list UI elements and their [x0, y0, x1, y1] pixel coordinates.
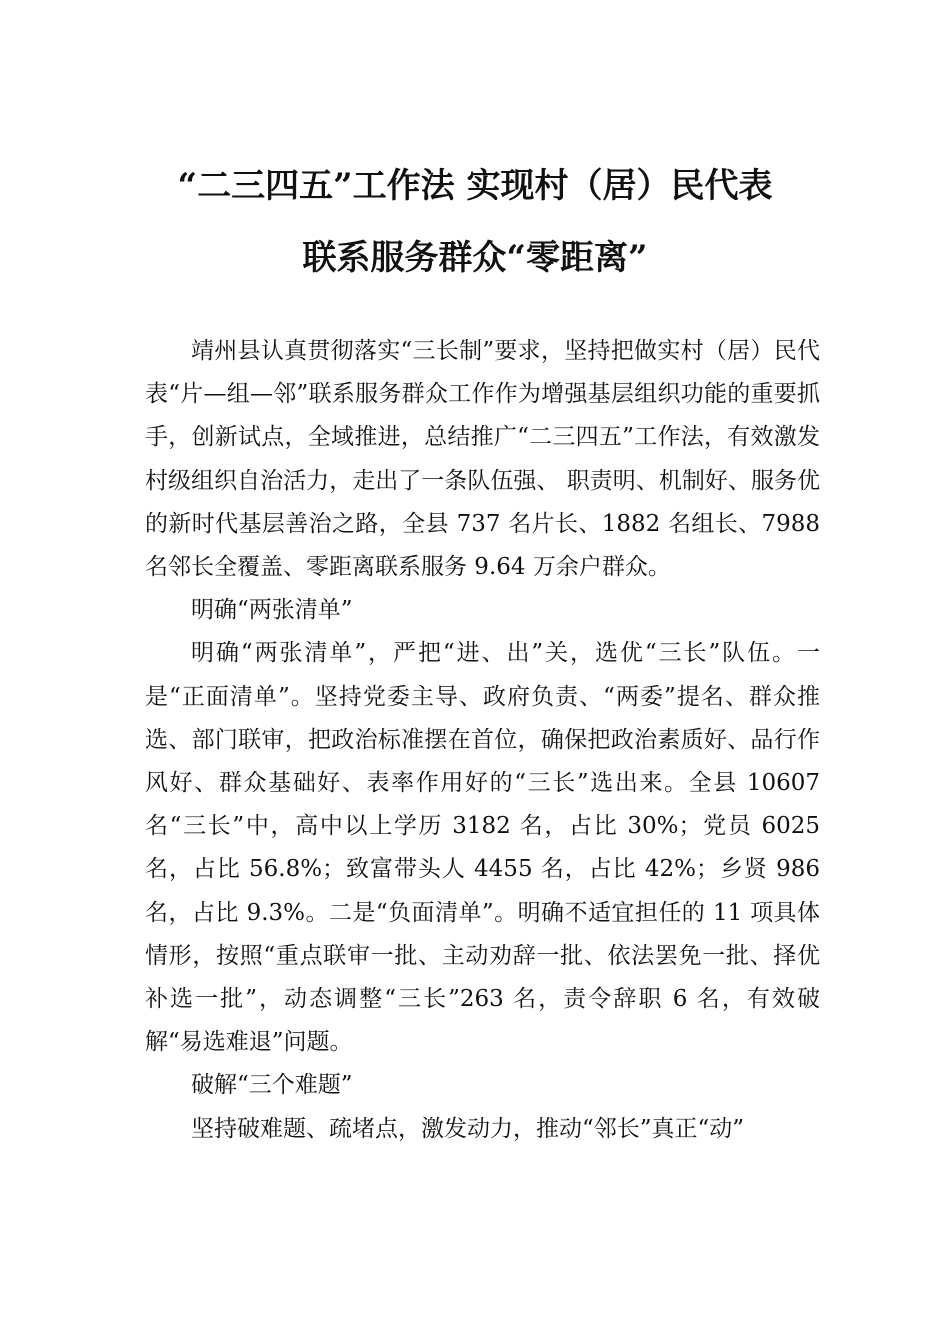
title-line-1: “二三四五”工作法 实现村（居）民代表	[177, 166, 773, 206]
section-heading-two-lists: 明确“两张清单”	[191, 597, 353, 624]
document-title	[140, 150, 810, 294]
section-heading-three-problems: 破解“三个难题”	[191, 1072, 353, 1099]
three-problems-paragraph: 坚持破难题、疏堵点，激发动力，推动“邻长”真正“动”	[191, 1115, 745, 1142]
two-lists-paragraph: 明确“两张清单”，严把“进、出”关，选优“三长”队伍。一是“正面清单”。坚持党委主导、政府负责、“两委”提名、群众推选、部门联审，把政治标准摆在首位，确保把政治素质好、品行作风好、群众基础好、表率作用好的“三长”选出来。全县 10607 名“三长”中，高中以上学历 3182 名，占比 30%；党员 6025 名，占比 56.8%；致富带头人 4455 名，占比 42%；乡贤 986 名，占比 9.3%。二是“负面清单”。明确不适宜担任的 11 项具体情形，按照“重点联审一批、主动劝辞一批、依法罢免一批、择优补选一批”，动态调整“三长”263 名，责令辞职 6 名，有效破解“易选难退”问题。	[145, 640, 820, 1056]
intro-paragraph: 靖州县认真贯彻落实“三长制”要求，坚持把做实村（居）民代表“片—组—邻”联系服务群众工作作为增强基层组织功能的重要抓手，创新试点，全域推进，总结推广“二三四五”工作法，有效激发村级组织自治活力，走出了一条队伍强、 职责明、机制好、服务优的新时代基层善治之路，全县 737 名片长、1882 名组长、7988 名邻长全覆盖、零距离联系服务 9.64 万余户群众。	[145, 338, 820, 581]
title-line-2: 联系服务群众“零距离”	[302, 238, 648, 278]
document-body	[145, 330, 820, 1151]
